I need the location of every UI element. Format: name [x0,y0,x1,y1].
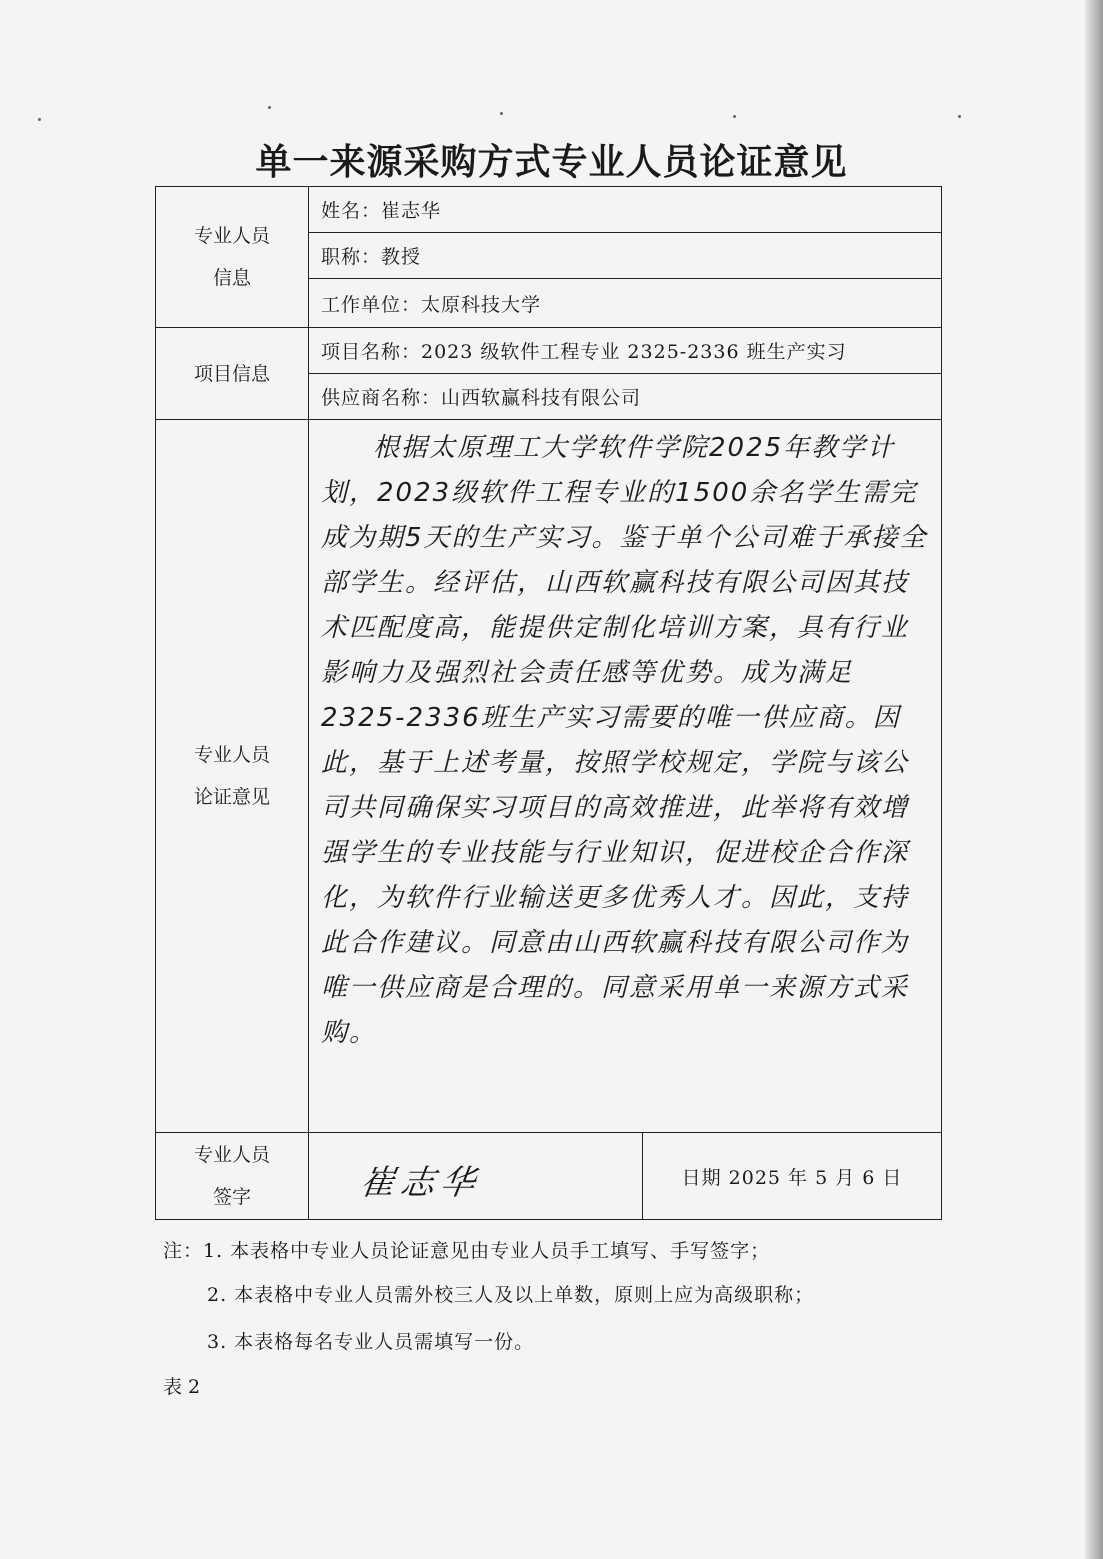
table-number: 表 2 [163,1376,201,1398]
supplier-name-field: 供应商名称：山西软赢科技有限公司 [309,374,942,420]
opinion-form-table [155,186,942,1220]
signature-cell [309,1133,643,1220]
scan-speck [268,106,271,109]
scan-speck [958,115,961,118]
expert-info-label [156,187,309,328]
document-title: 单一来源采购方式专业人员论证意见 [255,141,848,183]
handwritten-opinion-text: 根据太原理工大学软件学院2025年教学计划，2023级软件工程专业的1500余名学生需完成为期5天的生产实习。鉴于单个公司难于承接全部学生。经评估，山西软赢科技有限公司因其技术匹配度高，能提供定制化培训方案，具有行业影响力及强烈社会责任感等优势。成为满足2325-2336班生产实习需要的唯一供应商。因此，基于上述考量，按照学校规定，学院与该公司共同确保实习项目的高效推进，此举将有效增强学生的专业技能与行业知识，促进校企合作深化，为软件行业输送更多优秀人才。因此，支持此合作建议。同意由山西软赢科技有限公司作为唯一供应商是合理的。同意采用单一来源方式采购。 [321,433,928,1048]
footnote-3: 3. 本表格每名专业人员需填写一份。 [207,1331,535,1353]
expert-info-label-line1: 专业人员 [193,225,270,247]
expert-name-field: 姓名：崔志华 [309,187,942,233]
footnote-2: 2. 本表格中专业人员需外校三人及以上单数，原则上应为高级职称； [207,1284,815,1306]
opinion-label [156,420,309,1133]
project-name-field: 项目名称：2023 级软件工程专业 2325-2336 班生产实习 [309,328,942,374]
footnote-1: 注：1. 本表格中专业人员论证意见由专业人员手工填写、手写签字； [163,1240,771,1262]
signature-label [156,1133,309,1220]
scan-speck [733,115,736,118]
handwritten-signature: 崔志华 [357,1163,484,1203]
opinion-label-line2: 论证意见 [193,786,270,808]
opinion-cell [309,420,942,1133]
expert-info-label-line2: 信息 [212,267,251,289]
date-field: 日期 2025 年 5 月 6 日 [643,1133,942,1220]
expert-title-field: 职称：教授 [309,233,942,279]
scan-speck [38,118,41,121]
scan-speck [500,112,503,115]
signature-label-line2: 签字 [212,1186,251,1208]
signature-label-line1: 专业人员 [193,1144,270,1166]
opinion-label-line1: 专业人员 [193,744,270,766]
project-info-label: 项目信息 [156,328,309,420]
expert-workplace-field: 工作单位：太原科技大学 [309,279,942,328]
page-edge-shadow [1085,0,1103,1559]
